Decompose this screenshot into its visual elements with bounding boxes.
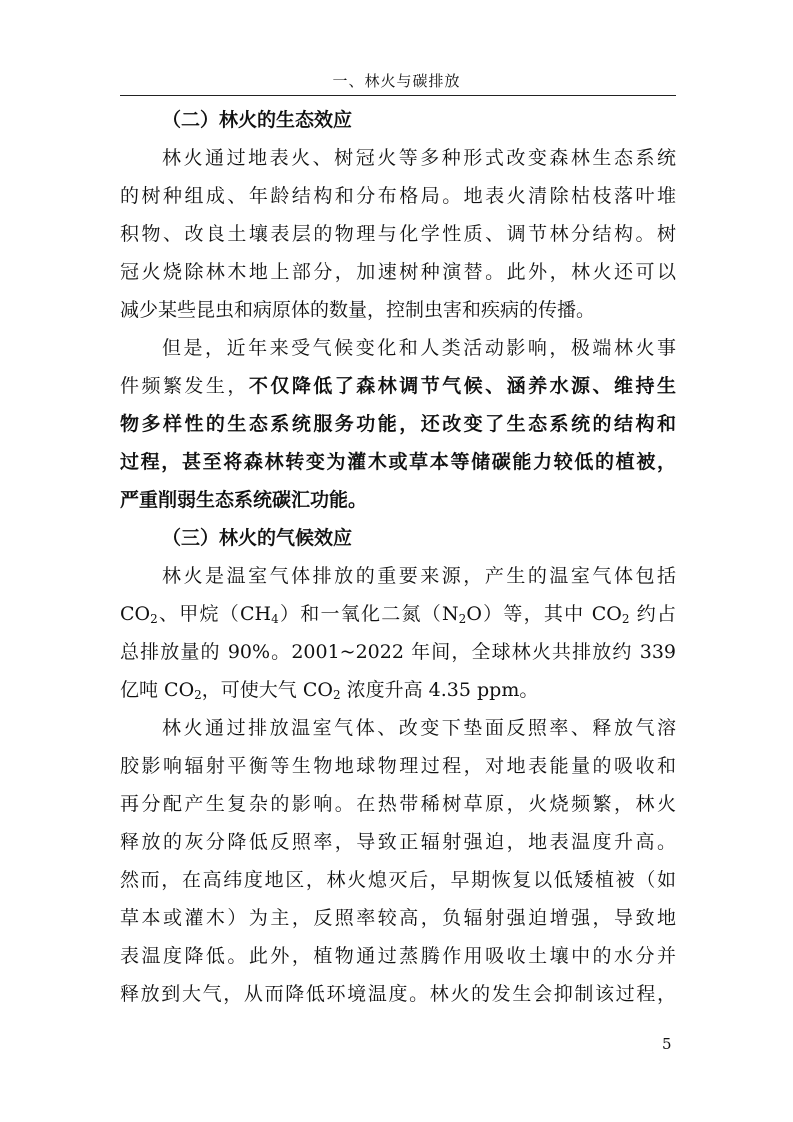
text-line: 总排放量的 90%。2001~2022 年间，全球林火共排放约 339	[120, 641, 676, 663]
text-line: 的树种组成、年龄结构和分布格局。地表火清除枯枝落叶堆	[120, 185, 676, 207]
text-line: 再分配产生复杂的影响。在热带稀树草原，火烧频繁，林火	[120, 793, 676, 815]
text-span: 约占	[629, 603, 676, 625]
text-line: 冠火烧除林木地上部分，加速树种演替。此外，林火还可以	[120, 261, 676, 283]
bold-text-span: 不仅降低了森林调节气候、涵养水源、维持生	[248, 375, 676, 397]
text-span: CO	[120, 603, 151, 625]
subscript: 2	[194, 688, 202, 702]
paragraph-climate-1	[120, 557, 676, 709]
page-body	[120, 101, 676, 1013]
section-heading-ecological-effects: （二）林火的生态效应	[162, 109, 353, 131]
text-line: 草本或灌木）为主，反照率较高，负辐射强迫增强，导致地	[120, 907, 676, 929]
text-span: ）和一氧化二氮（N	[278, 603, 459, 625]
subscript: 2	[458, 612, 467, 626]
running-header: 一、林火与碳排放	[332, 72, 461, 90]
text-span: ，可使大气 CO	[201, 679, 333, 701]
subscript: 2	[621, 612, 630, 626]
subscript: 2	[332, 688, 341, 702]
text-line	[120, 367, 676, 405]
text-span: O）等，其中 CO	[466, 603, 622, 625]
text-line: 胶影响辐射平衡等生物地球物理过程，对地表能量的吸收和	[120, 755, 676, 777]
paragraph-climate-2	[120, 709, 676, 1013]
text-line: 然而，在高纬度地区，林火熄灭后，早期恢复以低矮植被（如	[120, 869, 676, 891]
bold-text-line: 物多样性的生态系统服务功能，还改变了生态系统的结构和	[120, 413, 676, 435]
text-span: 亿吨 CO	[120, 679, 195, 701]
text-line	[120, 595, 676, 633]
text-line: 表温度降低。此外，植物通过蒸腾作用吸收土壤中的水分并	[120, 945, 676, 967]
page-number: 5	[662, 1035, 672, 1053]
text-span: 、甲烷（CH	[157, 603, 272, 625]
paragraph-ecological-2	[120, 329, 676, 519]
text-line: 但是，近年来受气候变化和人类活动影响，极端林火事	[162, 337, 676, 359]
bold-text-line: 过程，甚至将森林转变为灌木或草本等储碳能力较低的植被，	[120, 451, 676, 473]
subscript: 4	[271, 612, 279, 626]
text-line: 林火是温室气体排放的重要来源，产生的温室气体包括	[162, 565, 676, 587]
text-line: 积物、改良土壤表层的物理与化学性质、调节林分结构。树	[120, 223, 676, 245]
text-line: 释放到大气，从而降低环境温度。林火的发生会抑制该过程，	[120, 983, 676, 1005]
text-line: 林火通过地表火、树冠火等多种形式改变森林生态系统	[162, 147, 676, 169]
bold-text-line: 严重削弱生态系统碳汇功能。	[120, 489, 368, 511]
header-divider	[120, 95, 676, 96]
text-line: 林火通过排放温室气体、改变下垫面反照率、释放气溶	[162, 717, 676, 739]
text-line: 减少某些昆虫和病原体的数量，控制虫害和疾病的传播。	[120, 299, 596, 321]
text-span: 浓度升高 4.35 ppm。	[340, 679, 539, 701]
paragraph-ecological-1	[120, 139, 676, 329]
subscript: 2	[150, 612, 158, 626]
text-span: 件频繁发生，	[120, 375, 249, 397]
text-line	[120, 671, 676, 709]
section-heading-climate-effects: （三）林火的气候效应	[162, 527, 353, 549]
text-line: 释放的灰分降低反照率，导致正辐射强迫，地表温度升高。	[120, 831, 676, 853]
